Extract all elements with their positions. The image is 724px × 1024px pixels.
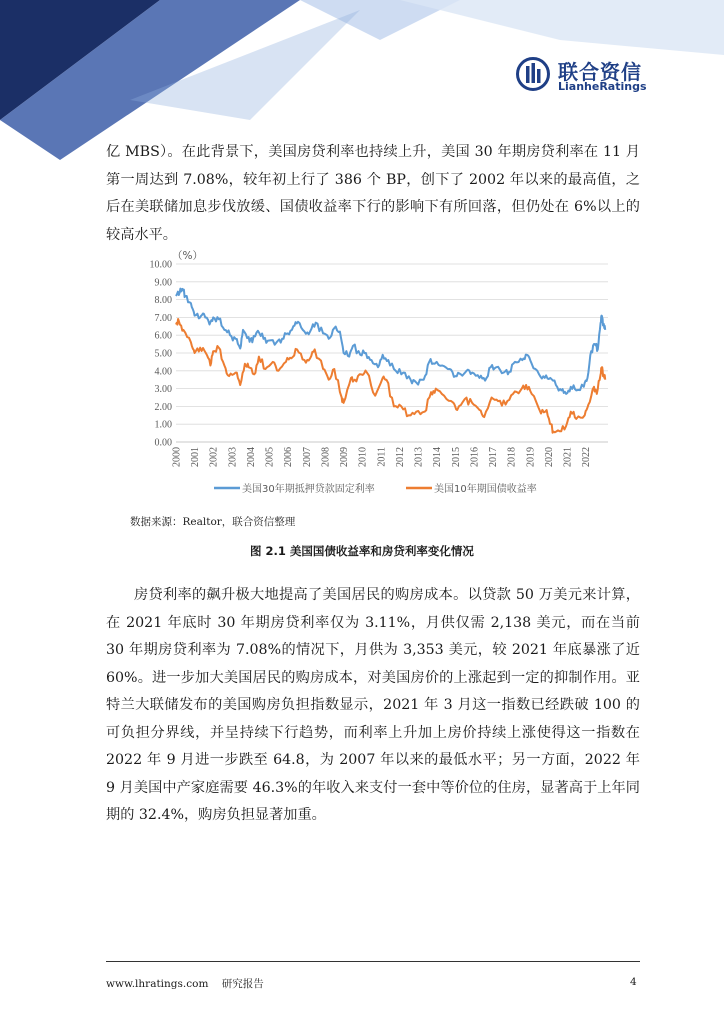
x-tick-label: 2020	[543, 447, 555, 467]
x-tick-label: 2022	[581, 447, 593, 467]
page-number: 4	[630, 976, 637, 988]
y-tick-label: 0.00	[154, 437, 172, 449]
footer-left	[106, 976, 274, 991]
y-tick-label: 1.00	[154, 419, 172, 431]
footer-doc-type: 研究报告	[221, 978, 264, 990]
x-tick-label: 2005	[264, 447, 276, 467]
x-tick-label: 2006	[283, 447, 295, 467]
y-tick-label: 2.00	[154, 401, 172, 413]
legend-label-1: 美国30年期抵押贷款固定利率	[242, 484, 375, 495]
x-tick-label: 2013	[413, 447, 425, 467]
x-tick-label: 2012	[394, 447, 406, 467]
x-tick-label: 2017	[488, 447, 500, 467]
y-tick-label: 10.00	[149, 259, 172, 271]
y-tick-label: 5.00	[154, 348, 172, 360]
y-tick-label: 4.00	[154, 366, 172, 378]
y-tick-label: 3.00	[154, 384, 172, 396]
x-tick-label: 2002	[208, 447, 220, 467]
y-tick-label: 6.00	[154, 330, 172, 342]
logo-english-text: LianheRatings	[558, 80, 647, 93]
figure-caption: 图 2.1 美国国债收益率和房贷利率变化情况	[250, 544, 474, 558]
x-tick-label: 2000	[171, 447, 183, 467]
logo-chinese-text: 联合资信	[558, 60, 642, 84]
x-tick-label: 2008	[320, 447, 332, 467]
x-tick-label: 2014	[432, 447, 444, 467]
footer-site: www.lhratings.com	[106, 978, 209, 990]
y-tick-label: 8.00	[154, 295, 172, 307]
series-line-1	[176, 289, 605, 394]
x-tick-label: 2016	[469, 447, 481, 467]
x-tick-label: 2015	[450, 447, 462, 467]
y-tick-label: 7.00	[154, 312, 172, 324]
footer-divider	[106, 961, 640, 962]
x-tick-label: 2021	[562, 447, 574, 467]
rates-line-chart	[130, 244, 620, 506]
x-tick-label: 2009	[339, 447, 351, 467]
x-tick-label: 2010	[357, 447, 369, 467]
x-tick-label: 2011	[376, 447, 388, 467]
figure-source: 数据来源：Realtor，联合资信整理	[130, 516, 296, 528]
x-tick-label: 2007	[301, 447, 313, 467]
y-unit-label: （%）	[172, 250, 203, 262]
legend-label-2: 美国10年期国债收益率	[434, 484, 537, 495]
x-tick-label: 2003	[227, 447, 239, 467]
x-tick-label: 2018	[506, 447, 518, 467]
body-paragraph-2: 房贷利率的飙升极大地提高了美国居民的购房成本。以贷款 50 万美元来计算，在 2021 年底时 30 年期房贷利率仅为 3.11%，月供仅需 2,138 美元，而在当前 30 年期房贷利率为 7.08%的情况下，月供为 3,353 美元，较 2021 年底暴涨了近 60%。进一步加大美国居民的购房成本，对美国房价的上涨起到一定的抑制作用。亚特兰大联储发布的美国购房负担指数显示，2021 年 3 月这一指数已经跌破 100 的可负担分界线，并呈持续下行趋势，而利率上升加上房价持续上涨使得这一指数在 2022 年 9 月进一步跌至 64.8，为 2007 年以来的最低水平；另一方面，2022 年 9 月美国中产家庭需要 46.3%的年收入来支付一套中等价位的住房，显著高于上年同期的 32.4%，购房负担显著加重。	[106, 587, 640, 823]
x-tick-label: 2001	[190, 447, 202, 467]
x-tick-label: 2004	[245, 447, 257, 467]
body-paragraph-1: 亿 MBS）。在此背景下，美国房贷利率也持续上升，美国 30 年期房贷利率在 11 月第一周达到 7.08%，较年初上行了 386 个 BP，创下了 2002 年以来的最高值，之后在美联储加息步伐放缓、国债收益率下行的影响下有所回落，但仍处在 6%以上的较高水平。	[106, 144, 640, 243]
x-tick-label: 2019	[525, 447, 537, 467]
y-tick-label: 9.00	[154, 277, 172, 289]
lianhe-logo-icon	[516, 57, 550, 91]
company-logo	[516, 55, 646, 95]
